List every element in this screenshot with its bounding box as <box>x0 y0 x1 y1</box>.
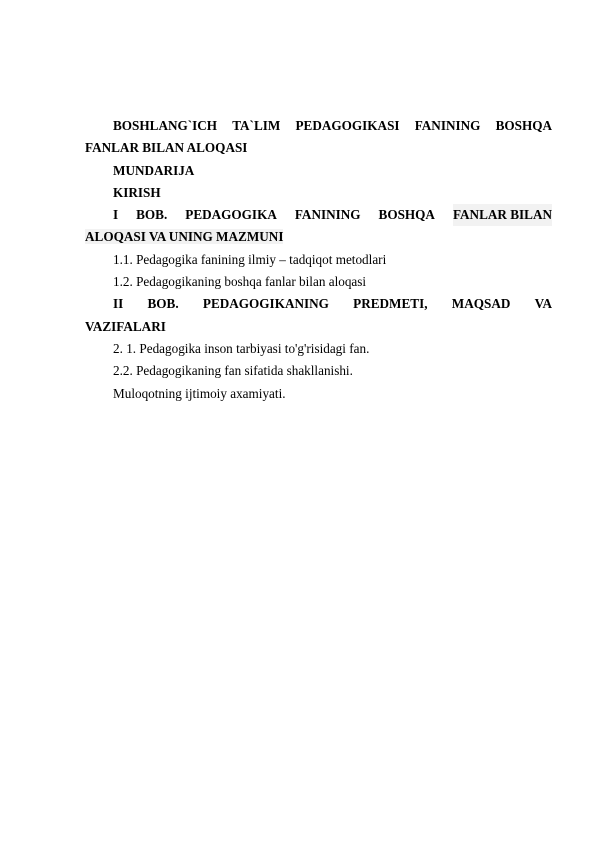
contents-heading: MUNDARIJA <box>113 162 195 178</box>
document-title-line-1 <box>85 115 552 137</box>
chapter-word: PREDMETI, <box>353 296 428 312</box>
title-word: TA`LIM <box>232 118 281 133</box>
section-2-1: 2. 1. Pedagogika inson tarbiyasi to'g'risidagi fan. <box>113 340 370 356</box>
title-word: BOSHLANG`ICH <box>113 118 218 133</box>
chapter-word: BOSHQA <box>378 207 435 223</box>
chapter-word: I <box>113 207 119 223</box>
table-of-contents <box>85 115 552 405</box>
chapter-1-title-line-2 <box>85 226 552 248</box>
chapter-2-title-line-2: VAZIFALARI <box>85 318 166 334</box>
section-1-1: 1.1. Pedagogika fanining ilmiy – tadqiqot metodlari <box>113 251 387 267</box>
chapter-word: VA <box>534 296 552 312</box>
chapter-word: PEDAGOGIKA <box>185 207 277 223</box>
title-word: PEDAGOGIKASI <box>295 118 400 133</box>
chapter-2-title-line-1 <box>85 293 552 315</box>
section-2-3: Muloqotning ijtimoiy axamiyati. <box>113 385 286 401</box>
chapter-word: BOB. <box>136 207 168 223</box>
title-word: BOSHQA <box>495 118 552 133</box>
chapter-word: PEDAGOGIKANING <box>202 296 329 312</box>
chapter-word: FANINING <box>294 207 361 223</box>
intro-heading: KIRISH <box>113 184 161 200</box>
chapter-word: BOB. <box>147 296 179 312</box>
chapter-1-title-text: ALOQASI VA UNING MAZMUNI <box>85 229 284 245</box>
chapter-word: FANLAR BILAN <box>453 204 552 226</box>
chapter-1-title-line-1 <box>85 204 552 226</box>
title-word: FANINING <box>414 118 481 133</box>
section-1-2: 1.2. Pedagogikaning boshqa fanlar bilan aloqasi <box>113 274 367 290</box>
chapter-word: II <box>113 296 124 312</box>
chapter-word: MAQSAD <box>451 296 511 312</box>
document-title-line-2: FANLAR BILAN ALOQASI <box>85 140 248 156</box>
section-2-2: 2.2. Pedagogikaning fan sifatida shakllanishi. <box>113 363 353 379</box>
